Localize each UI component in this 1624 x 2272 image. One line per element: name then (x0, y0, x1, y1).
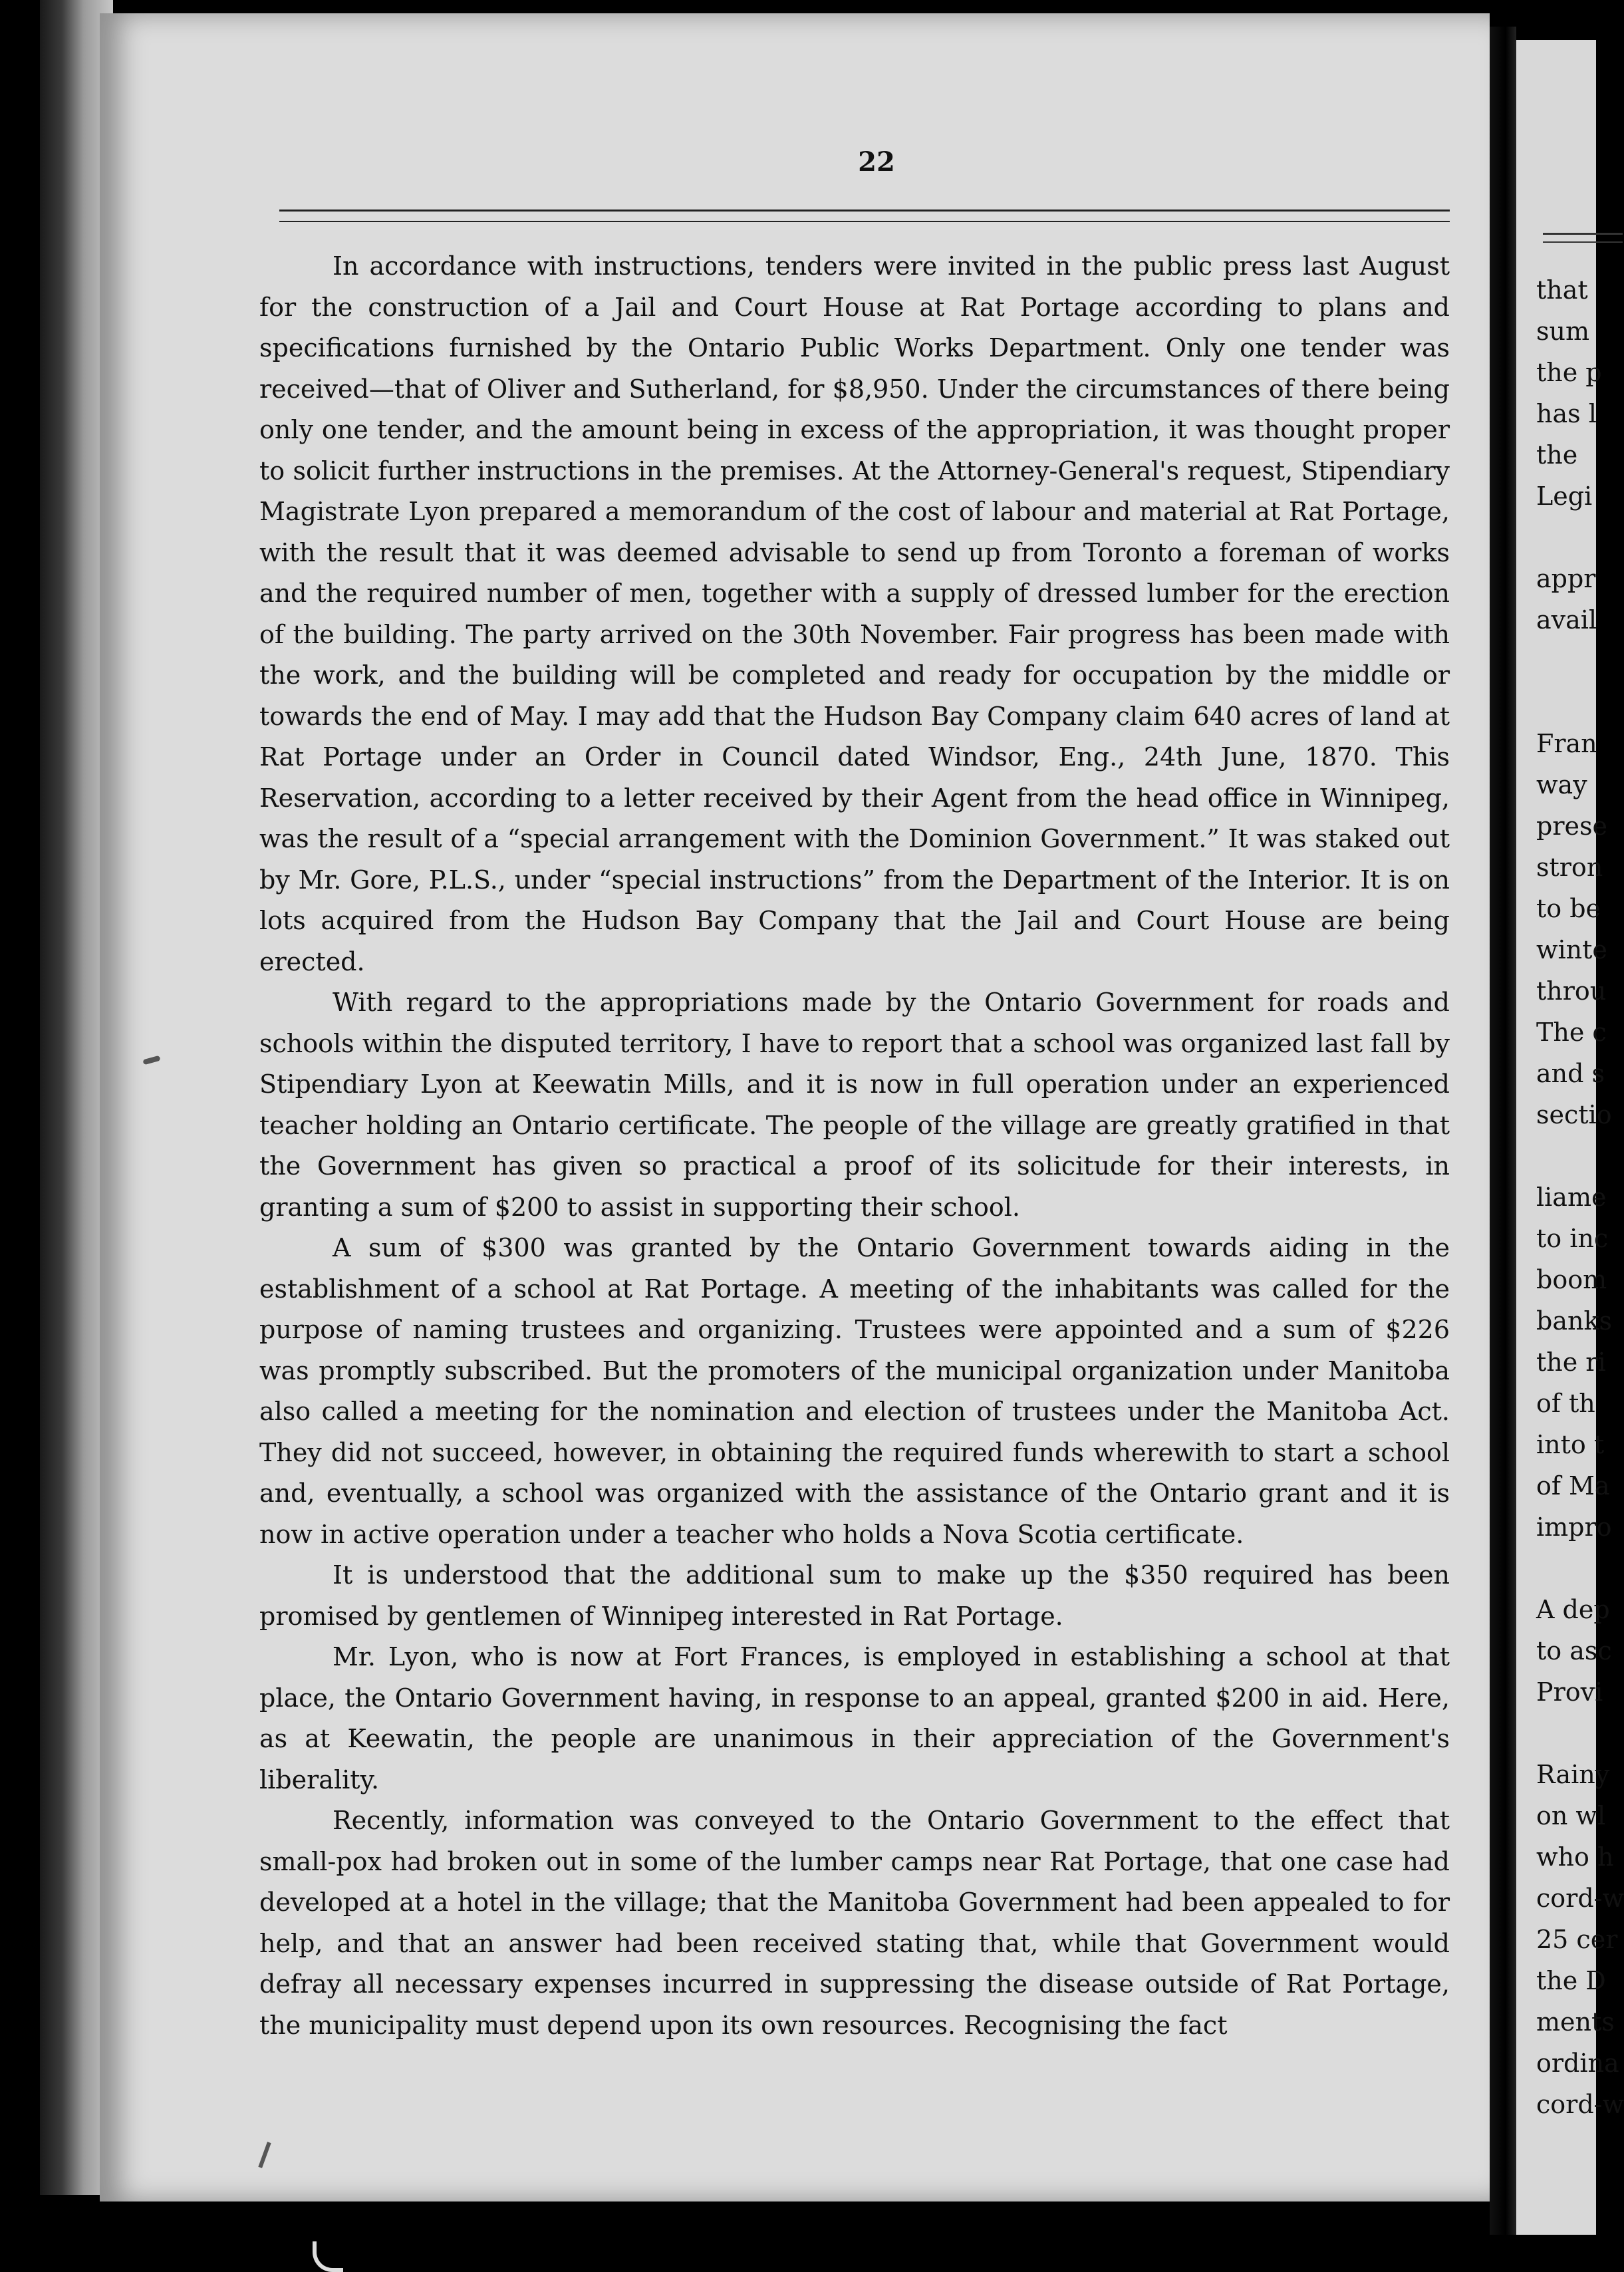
adjacent-page-line: A dep (1536, 1595, 1610, 1624)
paragraph-schools-keewatin: With regard to the appropriations made by the Ontario Government for roads and schools within the disputed territory, I have to report that a school was organized last fall by Stipendiary Lyon at Keewatin Mills, and it is now in full operation under an experienced teacher holding an Ontario certificate. The people of the village are greatly gratified in that the Government has given so practical a proof of its solicitude for their interests, in granting a sum of $200 to assist in supporting their school. (259, 988, 1450, 1222)
adjacent-page-line: to be (1536, 894, 1601, 923)
adjacent-page-line: that (1536, 275, 1588, 305)
adjacent-page-line: the (1536, 440, 1578, 470)
paragraph-rat-portage-school: A sum of $300 was granted by the Ontario Government towards aiding in the establishment of a school at Rat Portage. A meeting of the inhabitants was called for the purpose of naming trustees and organizing. Trustees were appointed and a sum of $226 was promptly subscribed. But the promoters of the municipal organization under Manitoba also called a meeting for the nomination and election of trustees under the Manitoba Act. They did not succeed, however, in obtaining the required funds wherewith to start a school and, eventually, a school was organized with the assistance of the Ontario grant and it is now in active operation under a teacher who holds a Nova Scotia certificate. (259, 1233, 1450, 1549)
adjacent-page-fragments (1536, 269, 1624, 2125)
adjacent-page-line: ments (1536, 2007, 1615, 2037)
adjacent-page-line: the ri (1536, 1348, 1606, 1377)
adjacent-page-line: to inc (1536, 1224, 1609, 1253)
adjacent-page-line: Provi (1536, 1677, 1603, 1707)
adjacent-page-line: Rainy (1536, 1760, 1610, 1789)
adjacent-page-line: impro (1536, 1512, 1612, 1542)
adjacent-page (1516, 40, 1624, 2235)
paragraph-fort-frances: Mr. Lyon, who is now at Fort Frances, is employed in establishing a school at that place, the Ontario Government having, in response to an appeal, granted $200 in aid. Here, as at Keewatin, the people are unanimous in their appreciation of the Government's liberality. (259, 1642, 1450, 1794)
adjacent-page-line: ordina (1536, 2049, 1619, 2078)
adjacent-page-line: avail (1536, 605, 1597, 635)
adjacent-page-line: who h (1536, 1842, 1614, 1872)
adjacent-page-line: appr (1536, 564, 1596, 593)
paragraph-small-pox: Recently, information was conveyed to the Ontario Government to the effect that small-pox had broken out in some of the lumber camps near Rat Portage, that one case had developed at a hotel in the village; that the Manitoba Government had been appealed to for help, and that an answer had been received stating that, while that Government would defray all necessary expenses incurred in suppressing the disease outside of Rat Portage, the municipality must depend upon its own resources. Recognising the fact (259, 1806, 1450, 2040)
adjacent-page-line: throu (1536, 976, 1607, 1006)
adjacent-page-line: way (1536, 770, 1587, 799)
bottom-mark (313, 2241, 343, 2272)
adjacent-page-line (1536, 682, 1624, 723)
book-gutter (1490, 27, 1516, 2235)
adjacent-page-line (1536, 1713, 1624, 1754)
adjacent-page-line: sum (1536, 317, 1590, 346)
adjacent-page-line: prese (1536, 811, 1607, 841)
paragraph-jail-court-house: In accordance with instructions, tenders were invited in the public press last August for the construction of a Jail and Court House at Rat Portage according to plans and specifications furnished by the Ontario Public Works Department. Only one tender was received—that of Oliver and Sutherland, for $8,950. Under the circumstances of there being only one tender, and the amount being in excess of the appropriation, it was thought proper to solicit further instructions in the premises. At the Attorney-General's request, Stipendiary Magistrate Lyon prepared a memorandum of the cost of labour and material at Rat Portage, with the result that it was deemed advisable to send up from Toronto a foreman of works and the required number of men, together with a supply of dressed lumber for the erection of the building. The party arrived on the 30th November. Fair progress has been made with the work, and the building will be completed and ready for occupation by the middle or towards the end of May. I may add that the Hudson Bay Company claim 640 acres of land at Rat Portage under an Order in Council dated Windsor, Eng., 24th June, 1870. This Reservation, according to a letter received by their Agent from the head office in Winnipeg, was the result of a “special arrangement with the Dominion Government.” It was staked out by Mr. Gore, P.L.S., under “special instructions” from the Department of the Interior. It is on lots acquired from the Hudson Bay Company that the Jail and Court House are being erected. (259, 251, 1450, 976)
adjacent-page-line: and s (1536, 1059, 1605, 1088)
adjacent-page-line: boom (1536, 1265, 1607, 1294)
adjacent-page-line: Legi (1536, 482, 1593, 511)
adjacent-page-line: banks (1536, 1306, 1612, 1336)
adjacent-page-line: cord-w (1536, 1884, 1624, 1913)
adjacent-page-rule (1543, 233, 1623, 243)
adjacent-page-line: winte (1536, 935, 1607, 964)
adjacent-page-line: the p (1536, 358, 1602, 387)
adjacent-page-line: The c (1536, 1018, 1607, 1047)
body-text (259, 246, 1450, 2046)
adjacent-page-line (1536, 640, 1624, 682)
adjacent-page-line: Fran (1536, 729, 1597, 758)
page-number: 22 (858, 146, 895, 178)
adjacent-page-line: of th (1536, 1389, 1595, 1418)
adjacent-page-line (1536, 1135, 1624, 1177)
adjacent-page-line (1536, 517, 1624, 558)
adjacent-page-line: stron (1536, 853, 1603, 882)
adjacent-page-line: has l (1536, 399, 1597, 428)
adjacent-page-line: 25 cer (1536, 1925, 1618, 1954)
adjacent-page-line: of Ma (1536, 1471, 1610, 1500)
adjacent-page-line: into t (1536, 1430, 1605, 1459)
adjacent-page-line: to asc (1536, 1636, 1612, 1665)
adjacent-page-line: liame (1536, 1183, 1607, 1212)
adjacent-page-line: the D (1536, 1966, 1606, 1995)
header-rule (279, 210, 1450, 222)
adjacent-page-line: cord-w (1536, 2090, 1624, 2119)
adjacent-page-line: on wl (1536, 1801, 1606, 1830)
adjacent-page-line (1536, 1548, 1624, 1589)
paragraph-winnipeg-promise: It is understood that the additional sum to make up the $350 required has been promised by gentlemen of Winnipeg interested in Rat Portage. (259, 1560, 1450, 1631)
adjacent-page-line: sectio (1536, 1100, 1612, 1129)
